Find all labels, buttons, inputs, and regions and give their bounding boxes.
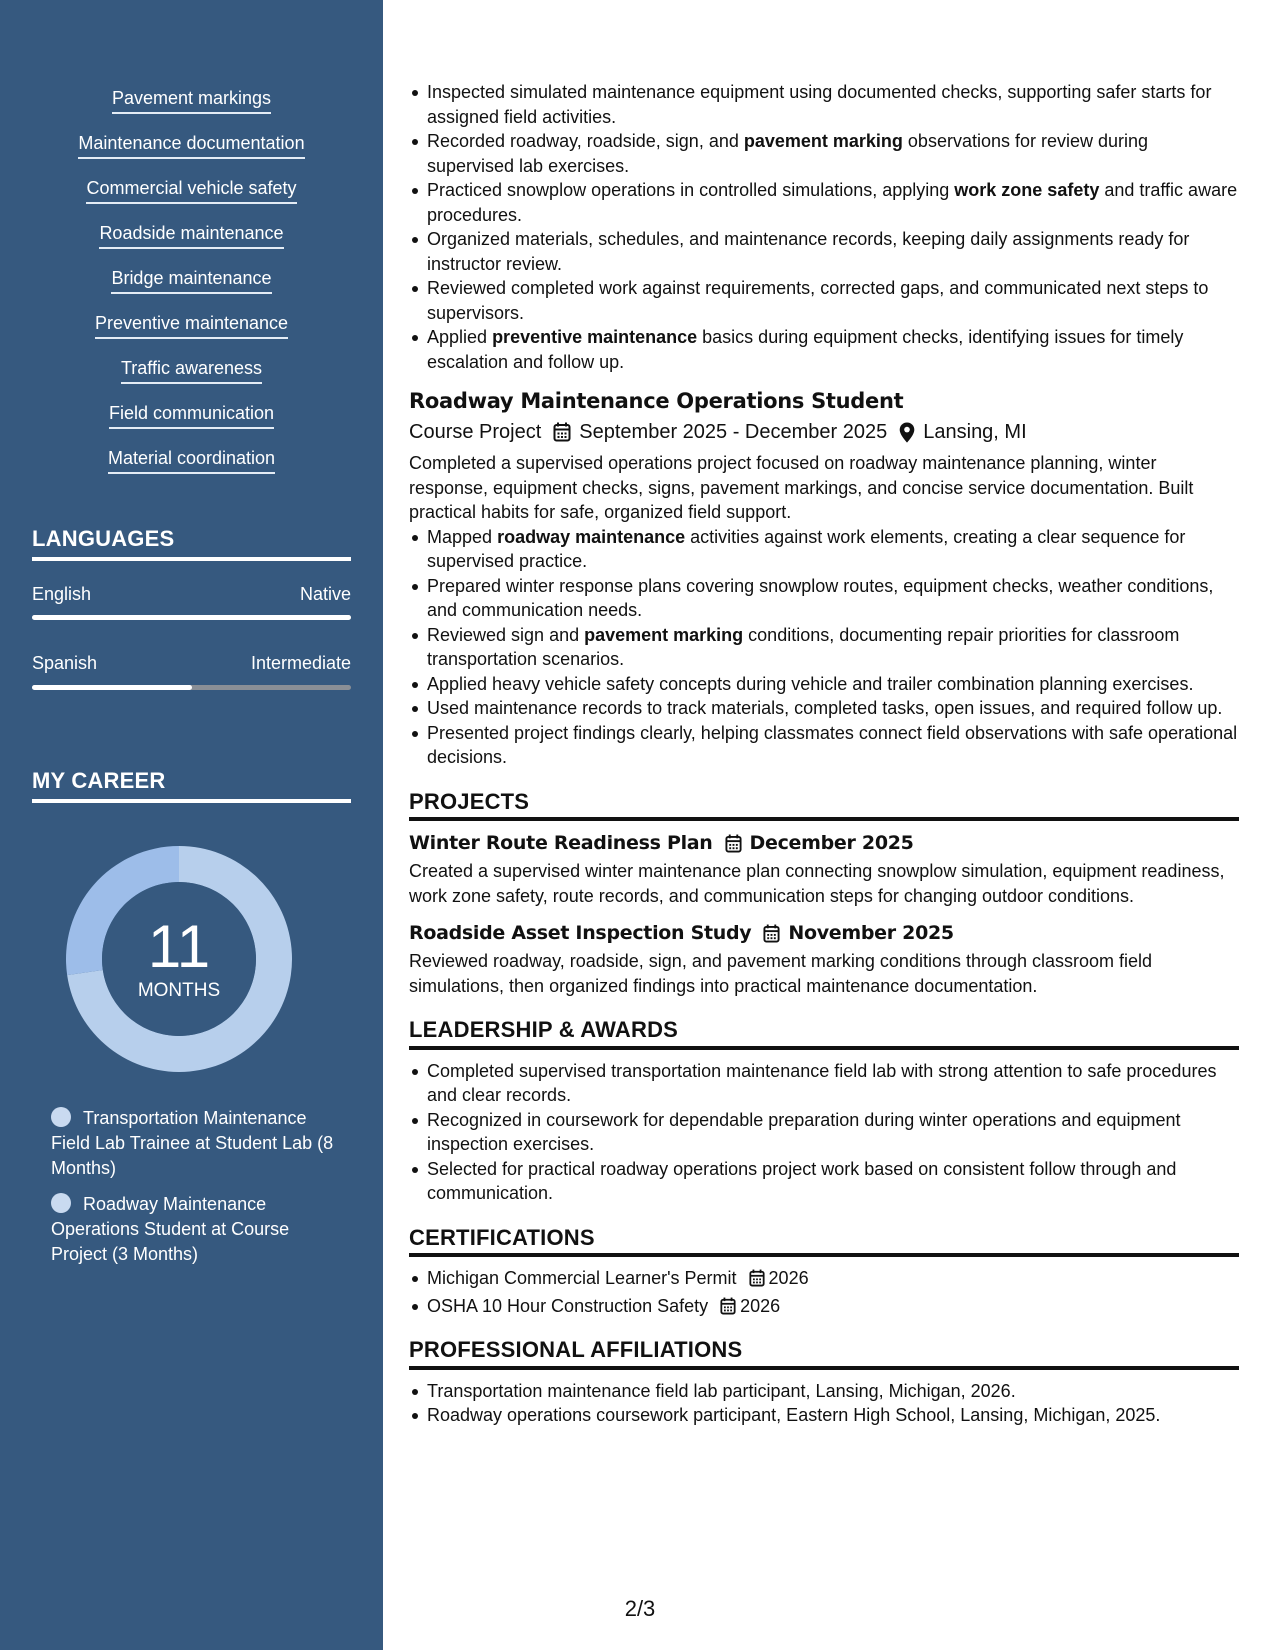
- languages-heading: LANGUAGES: [32, 526, 351, 561]
- bullet-item: Reviewed completed work against requirements, corrected gaps, and communicated next steps to supervisors.: [409, 276, 1239, 325]
- leadership-list: [409, 1059, 1239, 1206]
- list-item: Selected for practical roadway operations project work based on consistent follow through and communication.: [409, 1157, 1239, 1206]
- certifications-heading: CERTIFICATIONS: [409, 1226, 1239, 1258]
- bullet-item: Recorded roadway, roadside, sign, and pavement marking observations for review during supervised lab exercises.: [409, 129, 1239, 178]
- skills-list: [0, 86, 383, 491]
- bullet-item: Mapped roadway maintenance activities against work elements, creating a clear sequence for supervised practice.: [409, 525, 1239, 574]
- project-date: November 2025: [788, 922, 954, 944]
- project-date: December 2025: [749, 832, 914, 854]
- calendar-icon: [725, 834, 742, 853]
- career-legend-text: Transportation Maintenance Field Lab Trainee at Student Lab (8 Months): [51, 1108, 334, 1178]
- bullet-item: Prepared winter response plans covering snowplow routes, equipment checks, weather conditions, and communication needs.: [409, 574, 1239, 623]
- job-dates: September 2025 - December 2025: [579, 421, 888, 443]
- language-proficiency-bar: [32, 615, 351, 620]
- skill-tag: Maintenance documentation: [78, 131, 304, 159]
- job-company: Course Project: [409, 421, 542, 443]
- bullet-item: Reviewed sign and pavement marking conditions, documenting repair priorities for classroom transportation scenarios.: [409, 623, 1239, 672]
- page-number: 2/3: [624, 1596, 656, 1621]
- location-pin-icon: [899, 422, 915, 443]
- certification-year: 2026: [740, 1295, 781, 1316]
- skill-tag: Traffic awareness: [121, 356, 262, 384]
- calendar-icon: [720, 1297, 736, 1315]
- calendar-icon: [749, 1269, 765, 1287]
- certification-year: 2026: [768, 1268, 809, 1288]
- bullet-item: Practiced snowplow operations in controlled simulations, applying work zone safety and traffic aware procedures.: [409, 178, 1239, 227]
- project-description: Created a supervised winter maintenance plan connecting snowplow simulation, equipment readiness, work zone safety, route records, and communication steps for changing outdoor conditions.: [409, 861, 1225, 906]
- calendar-icon: [763, 924, 780, 943]
- skill-tag: Roadside maintenance: [99, 221, 283, 249]
- list-item: [409, 1294, 1239, 1319]
- skill-tag: Material coordination: [108, 446, 275, 474]
- certification-name: Michigan Commercial Learner's Permit: [427, 1268, 737, 1288]
- career-legend-text: Roadway Maintenance Operations Student at Course Project (3 Months): [51, 1194, 290, 1264]
- language-row: [32, 653, 351, 674]
- language-name: English: [32, 584, 92, 604]
- job-location: Lansing, MI: [923, 421, 1027, 443]
- career-total-number: 11: [147, 913, 211, 980]
- list-item: [409, 1266, 1239, 1291]
- career-legend-item: [51, 1106, 341, 1181]
- certification-name: OSHA 10 Hour Construction Safety: [427, 1295, 709, 1316]
- skill-tag: Pavement markings: [112, 86, 271, 114]
- bullet-item: Applied heavy vehicle safety concepts during vehicle and trailer combination planning exercises.: [409, 672, 1239, 697]
- skill-tag: Bridge maintenance: [111, 266, 271, 294]
- language-row: [32, 584, 351, 605]
- list-item: Roadway operations coursework participant, Eastern High School, Lansing, Michigan, 2025.: [409, 1403, 1239, 1428]
- sidebar: [0, 0, 383, 1650]
- language-proficiency-bar: [32, 685, 351, 690]
- career-legend-item: [51, 1192, 341, 1267]
- bullet-item: Organized materials, schedules, and maintenance records, keeping daily assignments ready for instructor review.: [409, 227, 1239, 276]
- job-meta: [409, 418, 1239, 446]
- project-title: Roadside Asset Inspection Study: [409, 922, 752, 944]
- language-level: Native: [299, 584, 351, 604]
- job-title: Roadway Maintenance Operations Student: [409, 389, 904, 413]
- bullet-item: Used maintenance records to track materials, completed tasks, open issues, and required follow up.: [409, 696, 1239, 721]
- bullet-item: Presented project findings clearly, helping classmates connect field observations with safe operational decisions.: [409, 721, 1239, 770]
- language-name: Spanish: [32, 653, 98, 673]
- affiliations-list: [409, 1379, 1239, 1428]
- project-description: Reviewed roadway, roadside, sign, and pavement marking conditions through classroom field simulations, then organized findings into practical maintenance documentation.: [409, 951, 1153, 996]
- legend-dot-icon: [51, 1107, 71, 1127]
- job-description: Completed a supervised operations project focused on roadway maintenance planning, winter response, equipment checks, signs, pavement markings, and concise service documentation. Built practical habits for safe, organized field support.: [409, 453, 1194, 522]
- calendar-icon: [553, 422, 571, 442]
- career-heading: MY CAREER: [32, 768, 351, 803]
- main-content: [409, 80, 1239, 1428]
- list-item: Recognized in coursework for dependable preparation during winter operations and equipment inspection exercises.: [409, 1108, 1239, 1157]
- project-title-row: [409, 920, 1239, 946]
- certifications-list: [409, 1266, 1239, 1318]
- project-title: Winter Route Readiness Plan: [409, 832, 713, 854]
- leadership-heading: LEADERSHIP & AWARDS: [409, 1018, 1239, 1050]
- affiliations-heading: PROFESSIONAL AFFILIATIONS: [409, 1338, 1239, 1370]
- skill-tag: Preventive maintenance: [95, 311, 288, 339]
- language-proficiency-fill: [32, 685, 192, 690]
- list-item: Completed supervised transportation maintenance field lab with strong attention to safe procedures and clear records.: [409, 1059, 1239, 1108]
- skill-tag: Field communication: [109, 401, 274, 429]
- bullet-item: Applied preventive maintenance basics during equipment checks, identifying issues for timely escalation and follow up.: [409, 325, 1239, 374]
- experience-bullets: [409, 80, 1239, 374]
- legend-dot-icon: [51, 1193, 71, 1213]
- project-title-row: [409, 830, 1239, 856]
- language-level: Intermediate: [250, 653, 351, 673]
- bullet-item: Inspected simulated maintenance equipment using documented checks, supporting safer starts for assigned field activities.: [409, 80, 1239, 129]
- experience-bullets: [409, 525, 1239, 770]
- list-item: Transportation maintenance field lab participant, Lansing, Michigan, 2026.: [409, 1379, 1239, 1404]
- career-total-unit: MONTHS: [137, 980, 221, 1001]
- projects-heading: PROJECTS: [409, 790, 1239, 822]
- skill-tag: Commercial vehicle safety: [86, 176, 296, 204]
- language-proficiency-fill: [32, 615, 351, 620]
